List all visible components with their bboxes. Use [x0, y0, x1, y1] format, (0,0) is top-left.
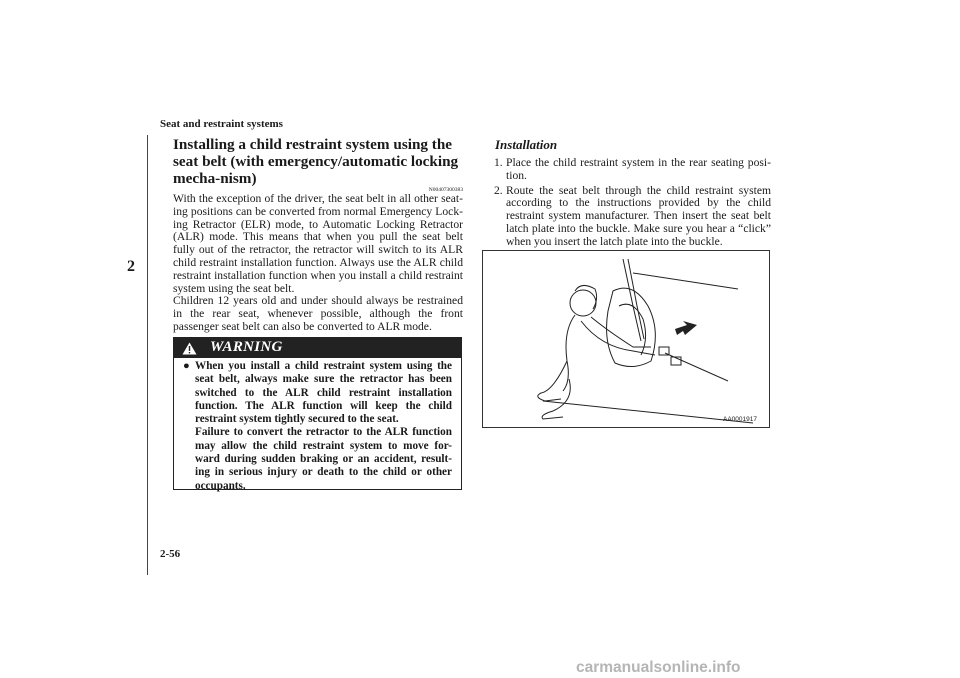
step-number: 1. [494, 156, 503, 169]
left-column [173, 136, 463, 334]
warning-header [174, 338, 461, 358]
installation-heading: Installation [495, 137, 558, 152]
step-item [495, 185, 771, 249]
page-number: 2-56 [160, 548, 181, 560]
section-title: Installing a child restraint system using the seat belt (with emergency/automatic locking mecha-nism) [173, 136, 459, 187]
warning-title: WARNING [210, 339, 283, 355]
step-item [495, 157, 771, 183]
warning-body [183, 360, 452, 493]
installation-illustration [482, 250, 770, 428]
warning-box [173, 337, 462, 490]
running-header: Seat and restraint systems [160, 118, 283, 130]
body-paragraph: With the exception of the driver, the seat belt in all other seat-ing positions can be converted from normal Emergency Lock-ing Retractor (ELR) mode, to Automatic Locking Retractor (ALR) mode. This means that when you pull the seat belt fully out of the retractor, the retractor will switch to its ALR child restraint installation function. Always use the ALR child restraint installation function when you install a child restraint system using the seat belt. [173, 192, 463, 295]
warning-text: When you install a child restraint system using the seat belt, always make sure the retractor has been switched to the ALR child restraint installation function. The ALR function will keep the child restraint system tightly secured to the seat. [195, 360, 452, 426]
chapter-number: 2 [127, 258, 135, 275]
step-number: 2. [494, 183, 503, 197]
warning-text: Failure to convert the retractor to the ALR function may allow the child restraint system to move for-ward during sudden braking or an accident, result-ing in serious injury or death to the child or other occupants. [195, 426, 452, 492]
right-column [495, 137, 771, 249]
watermark: carmanualsonline.info [576, 659, 741, 676]
step-text: Place the child restraint system in the rear seating posi-tion. [506, 156, 771, 182]
illustration-drawing [483, 251, 769, 427]
chapter-divider [147, 135, 148, 575]
body-paragraph: Children 12 years old and under should always be restrained in the rear seat, whenever possible, although the front passenger seat belt can also be converted to ALR mode. [173, 294, 463, 333]
figure-code: AA0001917 [723, 416, 757, 423]
document-code: N00407300383 [428, 187, 463, 193]
step-text: Route the seat belt through the child restraint system according to the instructions provided by the child restraint system manufacturer. Then insert the seat belt latch plate into the buckle. Make sure you hear a “click” when you insert the latch plate into the buckle. [506, 183, 771, 248]
warning-triangle-icon [182, 342, 197, 360]
bullet-icon: ● [183, 360, 190, 372]
